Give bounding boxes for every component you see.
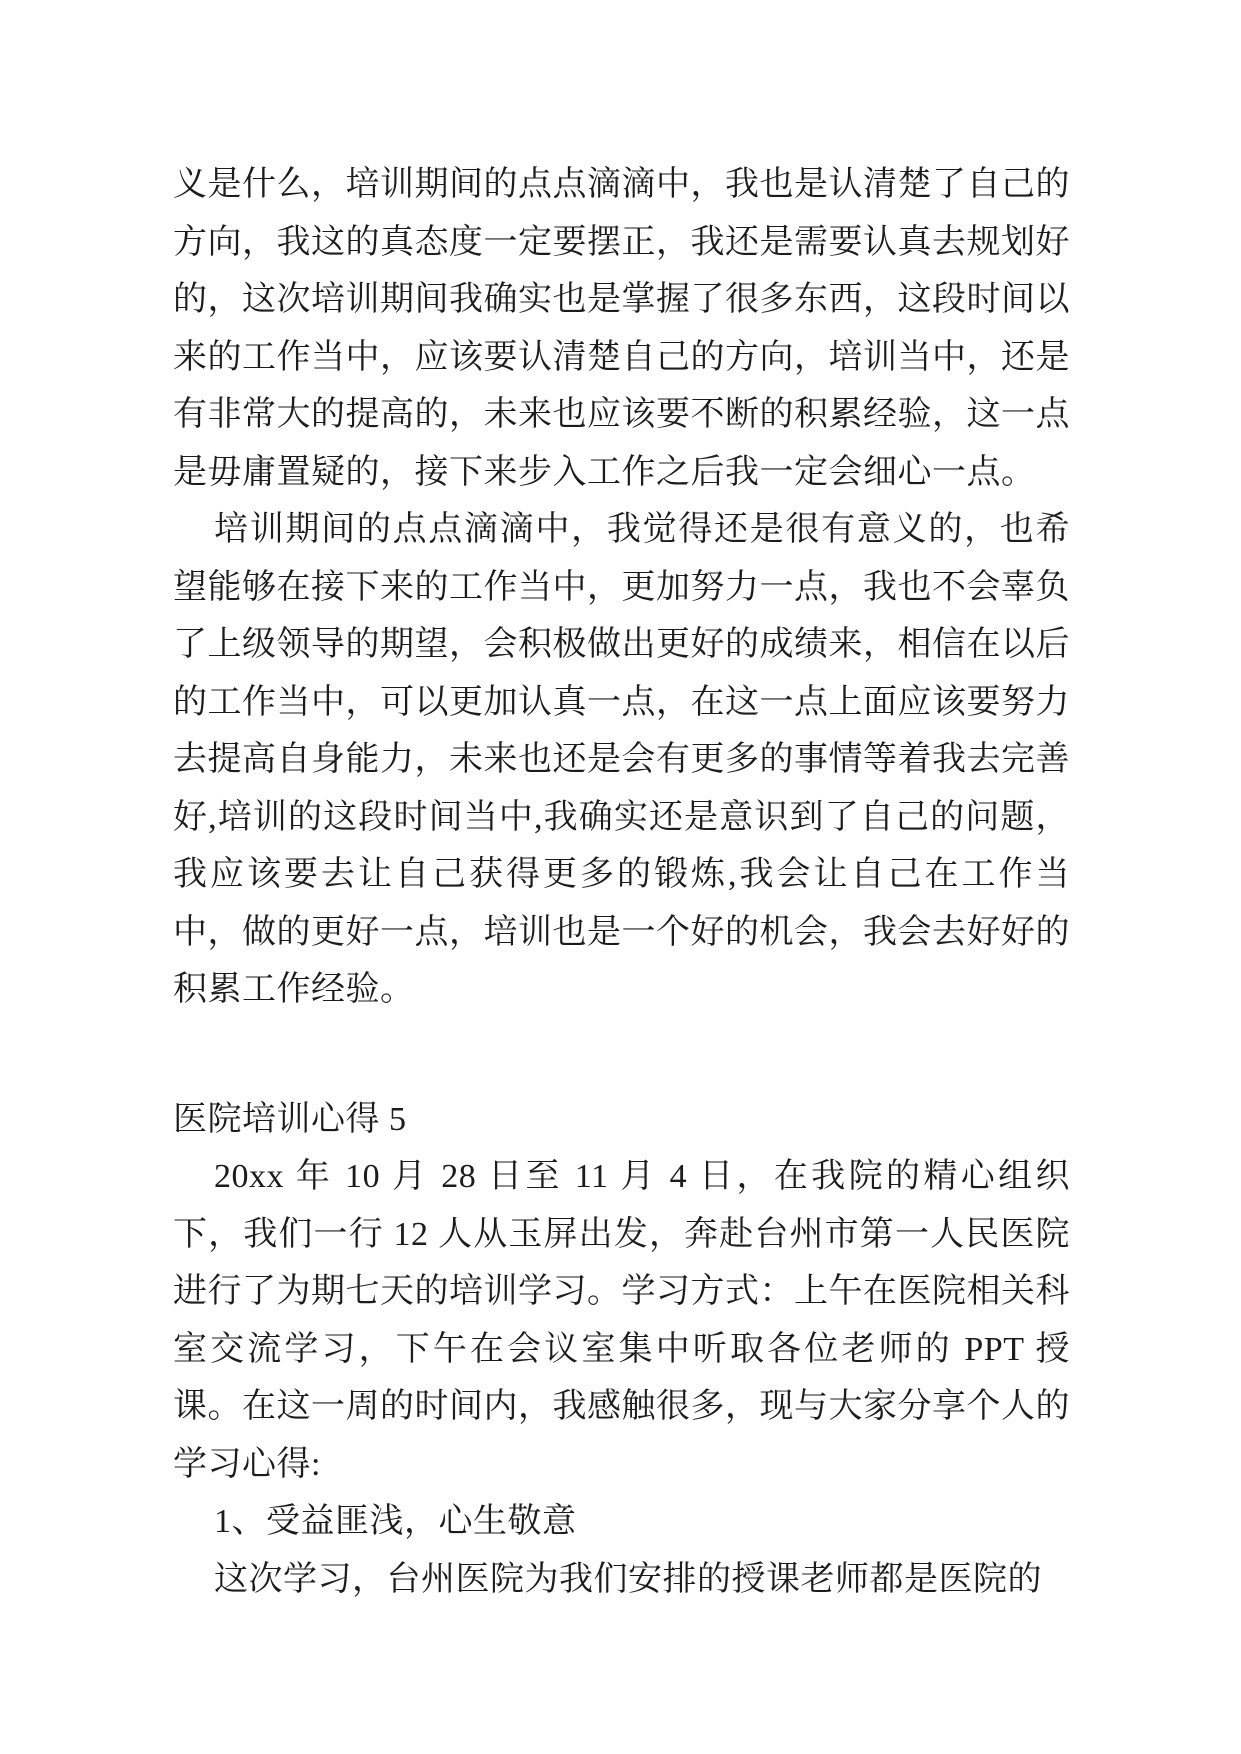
section-heading: 医院培训心得 5 <box>173 1100 407 1138</box>
paragraph-body: 20xx 年 10 月 28 日至 11 月 4 日，在我院的精心组织下，我们一行 12 人从玉屏出发，奔赴台州市第一人民医院进行了为期七天的培训学习。学习方式：上午在医院相关科室交流学习，下午在会议室集中听取各位老师的 PPT 授课。在这一周的时间内，我感触很多，现与大家分享个人的学习心得: <box>173 1158 1070 1483</box>
paragraph-body: 这次学习，台州医院为我们安排的授课老师都是医院的 <box>214 1560 1042 1598</box>
list-item-heading: 1、受益匪浅，心生敬意 <box>214 1503 577 1540</box>
paragraph-continuation: 义是什么，培训期间的点点滴滴中，我也是认清楚了自己的方向，我这的真态度一定要摆正，我还是需要认真去规划好的，这次培训期间我确实也是掌握了很多东西，这段时间以来的工作当中，应该要认清楚自己的方向，培训当中，还是有非常大的提高的，未来也应该要不断的积累经验，这一点是毋庸置疑的，接下来步入工作之后我一定会细心一点。 <box>173 166 1070 491</box>
paragraph-body: 培训期间的点点滴滴中，我觉得还是很有意义的，也希望能够在接下来的工作当中，更加努力一点，我也不会辜负了上级领导的期望，会积极做出更好的成绩来，相信在以后的工作当中，可以更加认真一点，在这一点上面应该要努力去提高自身能力，未来也还是会有更多的事情等着我去完善好,培训的这段时间当中,我确实还是意识到了自己的问题，我应该要去让自己获得更多的锻炼,我会让自己在工作当中，做的更好一点，培训也是一个好的机会，我会去好好的积累工作经验。 <box>173 511 1070 1008</box>
